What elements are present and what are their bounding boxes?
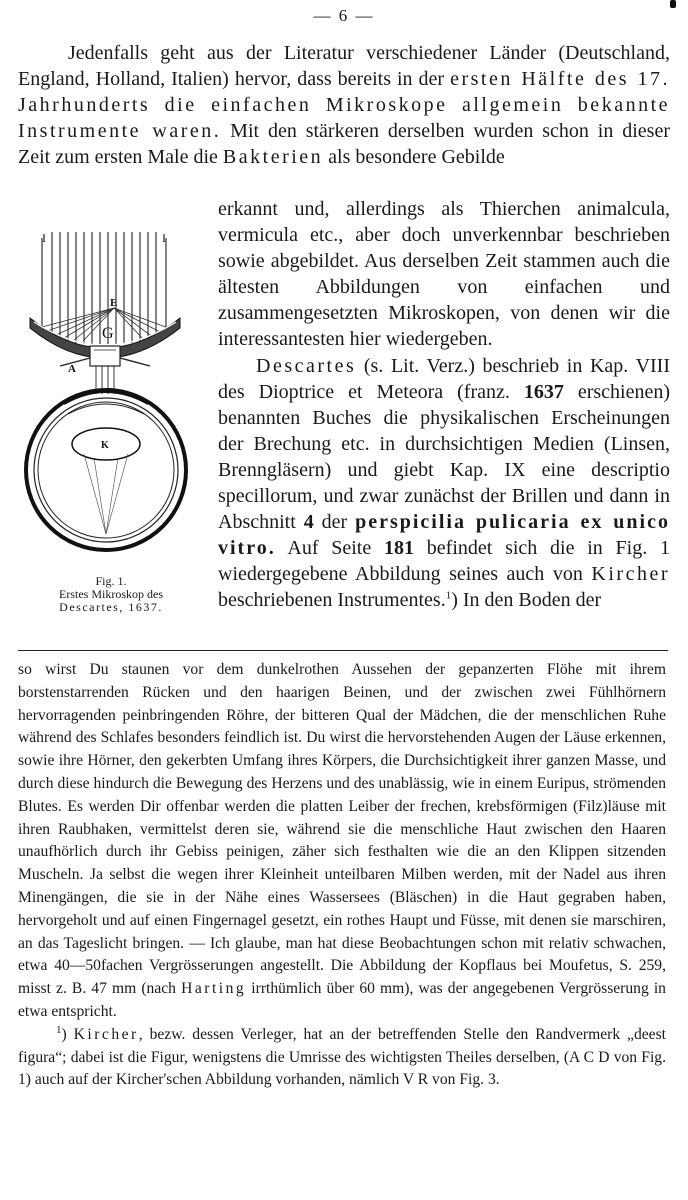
figure-caption — [18, 575, 204, 614]
p2-name-descartes: Descartes — [256, 354, 357, 377]
page-header: — 6 — — [313, 6, 375, 25]
p2-text-c: der — [313, 511, 356, 534]
p2-page-number: 181 — [384, 537, 415, 560]
caption-fig-number: Fig. 1. — [95, 574, 127, 588]
p1-emphasis-2: Bakterien — [222, 146, 324, 169]
ink-spot — [670, 0, 676, 8]
label-k: K — [101, 440, 109, 451]
p2-year: 1637 — [523, 380, 564, 403]
footnote-divider — [18, 650, 668, 651]
caption-line-2: Descartes, 1637. — [59, 600, 163, 614]
label-g: G — [102, 325, 114, 342]
fn1-text-a: so wirst Du staunen vor dem dunkelrothen Aussehen der gepanzerten Flöhe mit ihrem borstenstarrenden Rücken und den haarigen Beinen, und der zwischen zwei Fühlhörnern hervorragenden peinbringenden Röhre, der bitteren Qual der Mädchen, die der menschlichen Ruhe während des Schlafes besonders feindlich ist. Du wirst die hervorstehenden Augen der Läuse erkennen, sowie ihre Hörner, den gekerbten Umfang ihres Körpers, die Durchsichtigkeit ihrer ganzen Masse, und durch diese hindurch die Bewegung des Herzens und des unablässig, wie in einem Euripus, strömenden Blutes. Es werden Dir offenbar werden die platten Leiber der frechen, krebsförmigen (Filz)läuse mit ihren Raubhaken, vermittelst deren sie, während sie die menschliche Haut zwischen den Haaren unaufhörlich durch ihr Gebiss peinigen, zäher sich festhalten wie die an den Klippen sitzenden Muscheln. Ja selbst die wegen ihrer Kleinheit unteilbaren Milben werden, mit der Nadel aus ihren Minengängen, die sie in der Nähe eines Wassersees (Bläschen) in die Haut gegraben haben, hervorgeholt und auf einen Fingernagel gesetzt, ein rothes Haupt und Füsse, mit denen sie marschiren, an das Tageslicht bringen. — Ich glaube, man hat diese Beobachtungen schon mit relativ schwachen, etwa 40—50fachen Vergrösserungen angestellt. Die Abbildung der Kopflaus bei Moufetus, S. 259, misst z. B. 47 mm (nach — [18, 661, 666, 998]
p1-text-c-lead: als besondere Gebilde — [323, 146, 505, 169]
footnote-ref-1: 1 — [445, 589, 452, 602]
p2-text-a: (s. Lit. Verz.) beschrieb in Kap. VIII des Dioptrice et Meteora (franz. — [218, 354, 670, 403]
p1-text-c-tail: erkannt und, allerdings als Thierchen animalcula, vermicula etc., aber doch unverkennbar beschrieben sowie abgebildet. Aus derselben Zeit stammen auch die ältesten Abbildungen von einfachen und zusammengesetzten Mikroskopen, von denen wir die interessantesten hier wiedergeben. — [218, 198, 670, 351]
footnote-continuation — [18, 659, 666, 1024]
microscope-illustration — [24, 218, 204, 568]
figure-1 — [18, 200, 218, 652]
p2-section-number: 4 — [303, 511, 314, 534]
p2-latin-title: perspicilia pulicaria ex unico vitro. — [218, 511, 670, 560]
paragraph-1 — [18, 40, 670, 170]
p2-name-kircher: Kircher — [591, 563, 670, 586]
main-text — [18, 40, 670, 170]
footnote-marker: 1 — [56, 1023, 62, 1036]
fn2-text: , bezw. dessen Verleger, hat an der betreffenden Stelle den Randvermerk „deest figura“; dabei ist die Figur, wenigstens die Umrisse des wichtigsten Theiles derselben, (A C D von Fig. 1) auch auf der Kircher'schen Abbildung vorhanden, nämlich V R von Fig. 3. — [18, 1025, 667, 1089]
p1-emphasis-1: ersten Hälfte des 17. Jahrhunderts die einfachen Mikroskope allgemein bekannte Instrumente waren. — [18, 68, 671, 143]
p2-text-g: ) In den Boden der — [451, 589, 602, 612]
label-i-left: I — [42, 231, 46, 245]
fn1-name-harting: Harting — [181, 980, 247, 998]
caption-line-1: Erstes Mikroskop des — [59, 587, 163, 601]
fn2-paren: ) — [61, 1025, 74, 1043]
fn2-name-kircher: Kircher — [73, 1025, 139, 1043]
p1-text-b: Mit den stärkeren derselben wurden schon in dieser Zeit zum ersten Male die — [18, 120, 670, 169]
fn1-text-b: irrthümlich über 60 mm), was der angegebenen Vergrösserung in etwa entspricht. — [18, 980, 666, 1020]
footnotes — [18, 659, 666, 1092]
p2-text-b: erschienen) benannten Buches die physikalischen Erscheinungen der Brechung etc. in durchsichtigen Medien (Linsen, Brenngläsern) und giebt Kap. IX eine descriptio specillorum, und zwar zunächst der Brillen und dann in Abschnitt — [218, 380, 670, 534]
label-e: E — [110, 297, 118, 309]
p2-text-e: befindet sich die in Fig. 1 wiedergegebene Abbildung seines auch von — [218, 537, 670, 586]
p1-text-a: Jedenfalls geht aus der Literatur verschiedener Länder (Deutschland, England, Holland, Italien) hervor, dass bereits in der — [18, 42, 670, 91]
p2-text-f: beschriebenen Instrumentes. — [218, 589, 446, 612]
label-i-right: I — [162, 231, 166, 245]
p2-text-d: Auf Seite — [275, 537, 385, 560]
main-text-wrap — [18, 196, 670, 652]
label-a: A — [68, 363, 76, 375]
footnote-1 — [18, 1024, 666, 1092]
